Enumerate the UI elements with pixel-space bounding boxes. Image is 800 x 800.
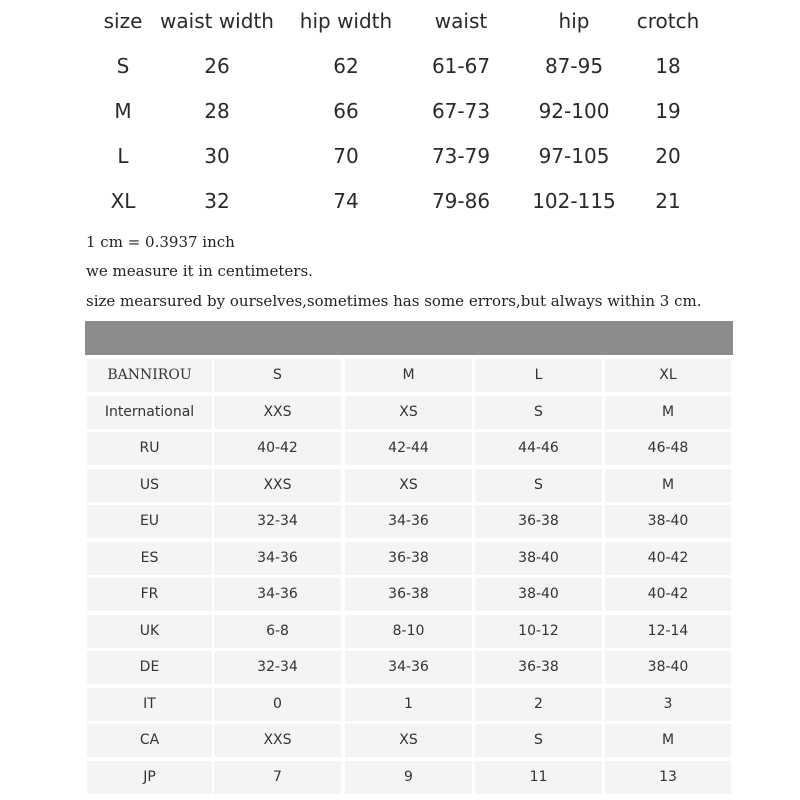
size-conversion-table: [85, 321, 733, 800]
size-xl-cell: M: [605, 724, 731, 757]
size-m-cell: M: [345, 359, 472, 392]
size-xl-cell: 40-42: [605, 542, 731, 575]
conversion-row: [85, 651, 733, 684]
region-cell: CA: [87, 724, 212, 757]
size-m-cell: XS: [345, 396, 472, 429]
size-l-cell: 11: [475, 761, 602, 794]
size-s-cell: 6-8: [214, 615, 341, 648]
size-l-cell: 36-38: [475, 505, 602, 538]
size-cell: S: [116, 54, 130, 78]
header-waist: waist: [434, 9, 488, 33]
size-cell: XL: [110, 189, 136, 213]
waist-cell: 73-79: [431, 144, 491, 168]
region-cell: IT: [87, 688, 212, 721]
size-l-cell: 2: [475, 688, 602, 721]
size-l-cell: 38-40: [475, 578, 602, 611]
unit-note: we measure it in centimeters.: [86, 262, 313, 280]
conversion-row: [85, 505, 733, 538]
size-xl-cell: 3: [605, 688, 731, 721]
size-xl-cell: 12-14: [605, 615, 731, 648]
region-cell: DE: [87, 651, 212, 684]
size-m-cell: 9: [345, 761, 472, 794]
conversion-row: [85, 396, 733, 429]
crotch-cell: 20: [655, 144, 681, 168]
waist-cell: 61-67: [431, 54, 491, 78]
size-s-cell: XXS: [214, 396, 341, 429]
size-s-cell: 34-36: [214, 578, 341, 611]
size-chart-row: [0, 91, 800, 131]
waist-cell: 67-73: [431, 99, 491, 123]
size-s-cell: 7: [214, 761, 341, 794]
size-m-cell: 34-36: [345, 651, 472, 684]
crotch-cell: 19: [655, 99, 681, 123]
conversion-row: [85, 615, 733, 648]
region-cell: ES: [87, 542, 212, 575]
size-m-cell: 36-38: [345, 542, 472, 575]
size-xl-cell: 40-42: [605, 578, 731, 611]
size-m-cell: 8-10: [345, 615, 472, 648]
header-hip-width: hip width: [299, 9, 393, 33]
conversion-table-header-bar: [85, 321, 733, 355]
conversion-row: [85, 542, 733, 575]
size-m-cell: XS: [345, 724, 472, 757]
waist-width-cell: 26: [204, 54, 230, 78]
hip-cell: 97-105: [538, 144, 610, 168]
region-cell: EU: [87, 505, 212, 538]
size-m-cell: 34-36: [345, 505, 472, 538]
conversion-brand-row: [85, 359, 733, 392]
region-cell: UK: [87, 615, 212, 648]
brand-label: BANNIROU: [87, 359, 212, 392]
size-m-cell: XS: [345, 469, 472, 502]
size-s-cell: 0: [214, 688, 341, 721]
waist-cell: 79-86: [431, 189, 491, 213]
size-chart-row: [0, 136, 800, 176]
region-cell: International: [87, 396, 212, 429]
header-crotch: crotch: [636, 9, 700, 33]
region-cell: FR: [87, 578, 212, 611]
conversion-row: [85, 432, 733, 465]
disclaimer-note: size mearsured by ourselves,sometimes has some errors,but always within 3 cm.: [86, 292, 702, 310]
size-l-cell: 36-38: [475, 651, 602, 684]
hip-width-cell: 66: [333, 99, 359, 123]
crotch-cell: 18: [655, 54, 681, 78]
size-s-cell: 40-42: [214, 432, 341, 465]
conversion-row: [85, 761, 733, 794]
size-s-cell: XXS: [214, 469, 341, 502]
size-l-cell: S: [475, 396, 602, 429]
size-s-cell: 32-34: [214, 651, 341, 684]
size-xl-cell: M: [605, 396, 731, 429]
size-chart-row: [0, 46, 800, 86]
region-cell: JP: [87, 761, 212, 794]
size-xl-cell: M: [605, 469, 731, 502]
hip-width-cell: 62: [333, 54, 359, 78]
header-waist-width: waist width: [160, 9, 274, 33]
crotch-cell: 21: [655, 189, 681, 213]
conversion-row: [85, 688, 733, 721]
size-chart-header: [0, 1, 800, 41]
waist-width-cell: 32: [204, 189, 230, 213]
size-l-cell: 10-12: [475, 615, 602, 648]
size-s-cell: 34-36: [214, 542, 341, 575]
waist-width-cell: 28: [204, 99, 230, 123]
hip-width-cell: 70: [333, 144, 359, 168]
hip-cell: 102-115: [532, 189, 616, 213]
size-l-cell: S: [475, 469, 602, 502]
header-size: size: [103, 9, 143, 33]
size-cell: M: [114, 99, 132, 123]
size-xl-cell: 38-40: [605, 651, 731, 684]
conversion-note: 1 cm = 0.3937 inch: [86, 233, 235, 251]
size-l-cell: S: [475, 724, 602, 757]
conversion-row: [85, 724, 733, 757]
size-l-cell: 44-46: [475, 432, 602, 465]
hip-cell: 87-95: [544, 54, 604, 78]
region-cell: US: [87, 469, 212, 502]
hip-width-cell: 74: [333, 189, 359, 213]
size-l-cell: 38-40: [475, 542, 602, 575]
size-m-cell: 36-38: [345, 578, 472, 611]
size-m-cell: 42-44: [345, 432, 472, 465]
size-cell: L: [117, 144, 129, 168]
hip-cell: 92-100: [538, 99, 610, 123]
region-cell: RU: [87, 432, 212, 465]
size-xl-cell: 13: [605, 761, 731, 794]
size-xl-cell: XL: [605, 359, 731, 392]
waist-width-cell: 30: [204, 144, 230, 168]
size-m-cell: 1: [345, 688, 472, 721]
size-s-cell: S: [214, 359, 341, 392]
header-hip: hip: [558, 9, 590, 33]
size-xl-cell: 38-40: [605, 505, 731, 538]
size-s-cell: XXS: [214, 724, 341, 757]
size-chart-row: [0, 181, 800, 221]
size-s-cell: 32-34: [214, 505, 341, 538]
size-l-cell: L: [475, 359, 602, 392]
conversion-row: [85, 578, 733, 611]
size-xl-cell: 46-48: [605, 432, 731, 465]
conversion-row: [85, 469, 733, 502]
